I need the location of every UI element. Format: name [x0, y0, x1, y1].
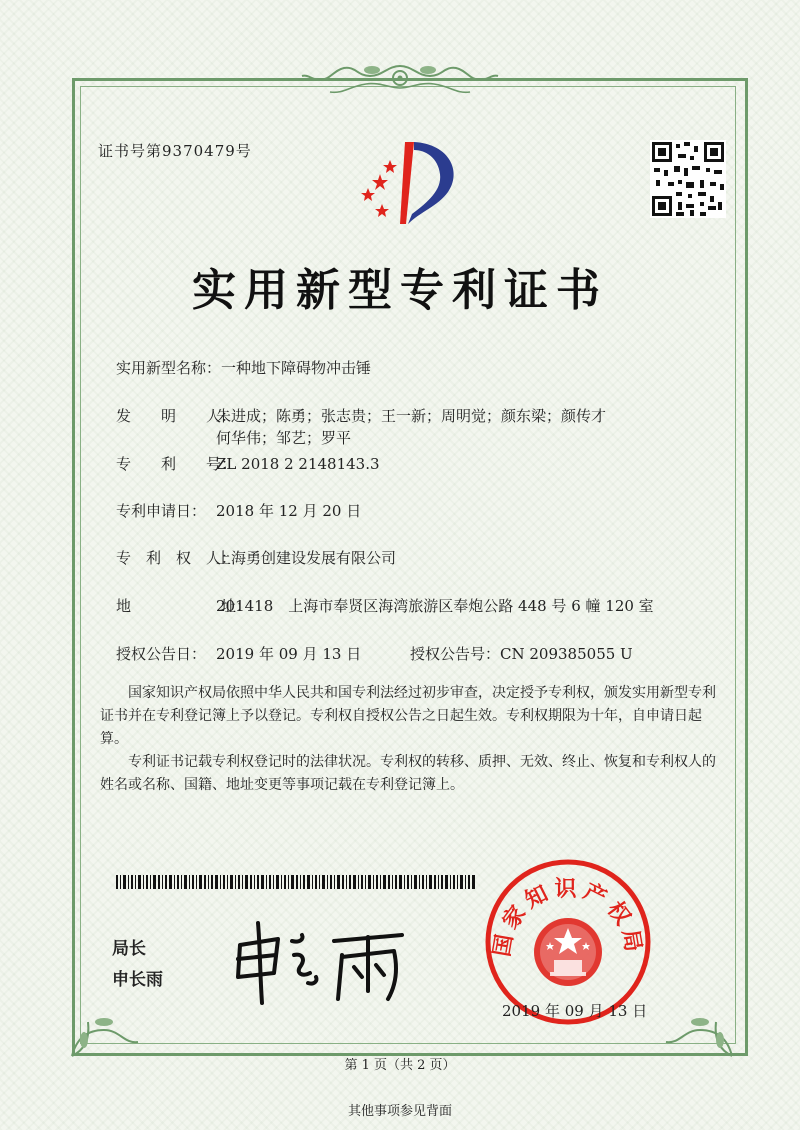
filing-date-value: 2018 年 12 月 20 日	[216, 502, 362, 520]
name-label: 实用新型名称：	[116, 359, 222, 377]
director-name: 申长雨	[112, 970, 163, 990]
patent-no-value: ZL 2018 2 2148143.3	[216, 455, 380, 473]
grant-date-value: 2019 年 09 月 13 日	[216, 645, 362, 663]
field-grant-number	[410, 643, 633, 664]
field-patent-number	[116, 453, 380, 474]
grant-no-label: 授权公告号：	[410, 645, 501, 663]
field-filing-date	[116, 500, 361, 521]
seal-text: 国家知识产权局	[489, 877, 647, 959]
certificate-number: 证书号第9370479号	[98, 142, 252, 160]
field-patentee	[116, 547, 396, 568]
patentee-value: 上海勇创建设发展有限公司	[216, 549, 397, 567]
field-address	[116, 595, 654, 616]
footer-note: 其他事项参见背面	[347, 1104, 452, 1119]
name-value: 一种地下障碍物冲击锤	[221, 359, 372, 377]
barcode	[116, 875, 476, 889]
patentee-label: 专 利 权 人：	[116, 549, 237, 567]
field-inventors	[116, 405, 606, 426]
patent-office-emblem	[350, 132, 470, 232]
bottom-left-ornament	[64, 1000, 154, 1060]
address-label: 地 址：	[116, 597, 252, 615]
top-ornament	[300, 58, 500, 100]
bottom-right-ornament	[650, 1000, 740, 1060]
field-grant-date	[116, 643, 361, 664]
certificate-title: 实用新型专利证书	[192, 265, 608, 316]
field-utility-model-name	[116, 357, 371, 378]
inventor-label: 发 明 人：	[116, 407, 237, 425]
seal-date: 2019 年 09 月 13 日	[502, 1002, 648, 1020]
grant-date-label: 授权公告日：	[116, 645, 207, 663]
director-title: 局长	[112, 939, 146, 959]
patent-no-label: 专 利 号：	[116, 455, 237, 473]
qr-code	[650, 140, 726, 218]
filing-date-label: 专利申请日：	[116, 502, 207, 520]
inventor-value-line1: 朱进成；陈勇；张志贵；王一新；周明觉；颜东梁；颜传才	[216, 407, 607, 425]
handwritten-signature	[230, 915, 420, 1010]
inventor-value-line2: 何华伟；邹艺；罗平	[216, 429, 352, 447]
body-paragraph-1: 国家知识产权局依照中华人民共和国专利法经过初步审查，决定授予专利权，颁发实用新型专利证书并在专利登记簿上予以登记。专利权自授权公告之日起生效。专利权期限为十年，自申请日起算。	[100, 685, 716, 747]
body-paragraph-2: 专利证书记载专利权登记时的法律状况。专利权的转移、质押、无效、终止、恢复和专利权人的姓名或名称、国籍、地址变更等事项记载在专利登记簿上。	[100, 754, 716, 793]
field-inventors-continued	[216, 427, 351, 448]
page-number: 第 1 页（共 2 页）	[344, 1058, 456, 1073]
grant-no-value: CN 209385055 U	[500, 645, 633, 663]
address-value: 201418 上海市奉贤区海湾旅游区奉炮公路 448 号 6 幢 120 室	[216, 597, 654, 615]
